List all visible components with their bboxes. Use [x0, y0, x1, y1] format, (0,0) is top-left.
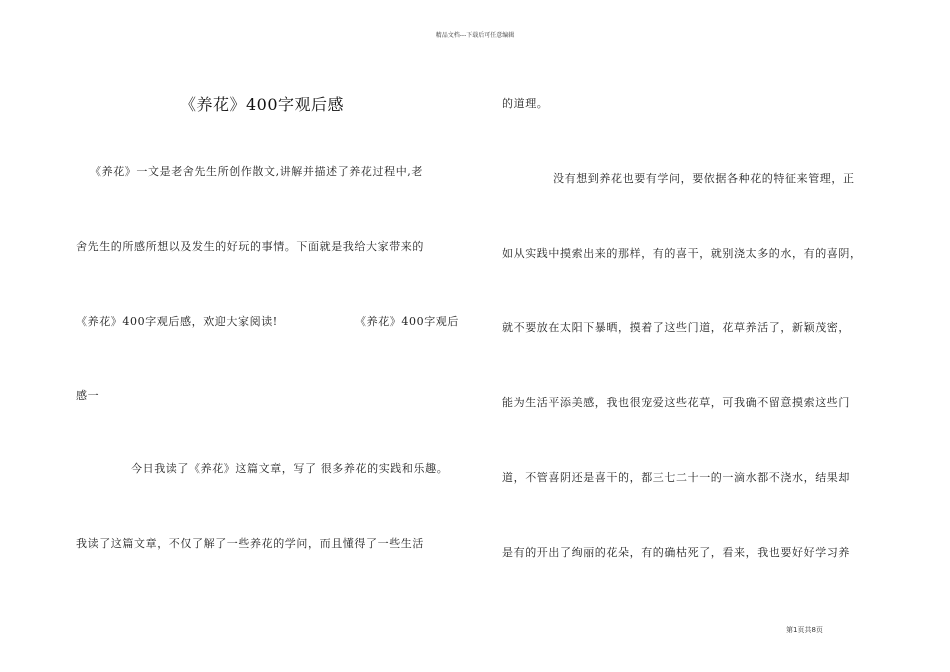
left-line-1: 《养花》一文是老舍先生所创作散文,讲解并描述了养花过程中,老	[90, 165, 423, 178]
left-line-5: 今日我读了《养花》这篇文章，写了 很多养花的实践和乐趣。	[131, 462, 449, 475]
left-line-2: 舍先生的所感所想以及发生的好玩的事情。下面就是我给大家带来的	[76, 240, 424, 253]
left-line-6: 我读了这篇文章，不仅了解了一些养花的学问，而且懂得了一些生活	[76, 537, 424, 550]
left-line-4: 感一	[76, 389, 100, 402]
page-number: 第1页共8页	[786, 626, 823, 634]
article-title: 《养花》400字观后感	[180, 95, 345, 114]
right-line-3: 如从实践中摸索出来的那样，有的喜干，就别浇太多的水，有的喜阴，	[502, 247, 862, 260]
right-line-2: 没有想到养花也要有学问，要依据各种花的特征来管理，正	[553, 172, 855, 185]
header-note: 精品文档---下载后可任意编辑	[435, 32, 515, 39]
right-line-4: 就不要放在太阳下暴晒，摸着了这些门道，花草养活了，新颖茂密，	[502, 321, 850, 334]
right-line-5: 能为生活平添美感，我也很宠爱这些花草，可我确不留意摸索这些门	[502, 396, 850, 409]
left-line-3b: 《养花》400字观后	[355, 315, 459, 328]
right-line-6: 道，不管喜阴还是喜干的，都三七二十一的一滴水都不浇水，结果却	[502, 471, 850, 484]
right-line-7: 是有的开出了绚丽的花朵，有的确枯死了，看来，我也要好好学习养	[502, 546, 850, 559]
left-line-3: 《养花》400字观后感，欢迎大家阅读!	[76, 315, 278, 328]
right-line-1: 的道理。	[502, 97, 549, 110]
